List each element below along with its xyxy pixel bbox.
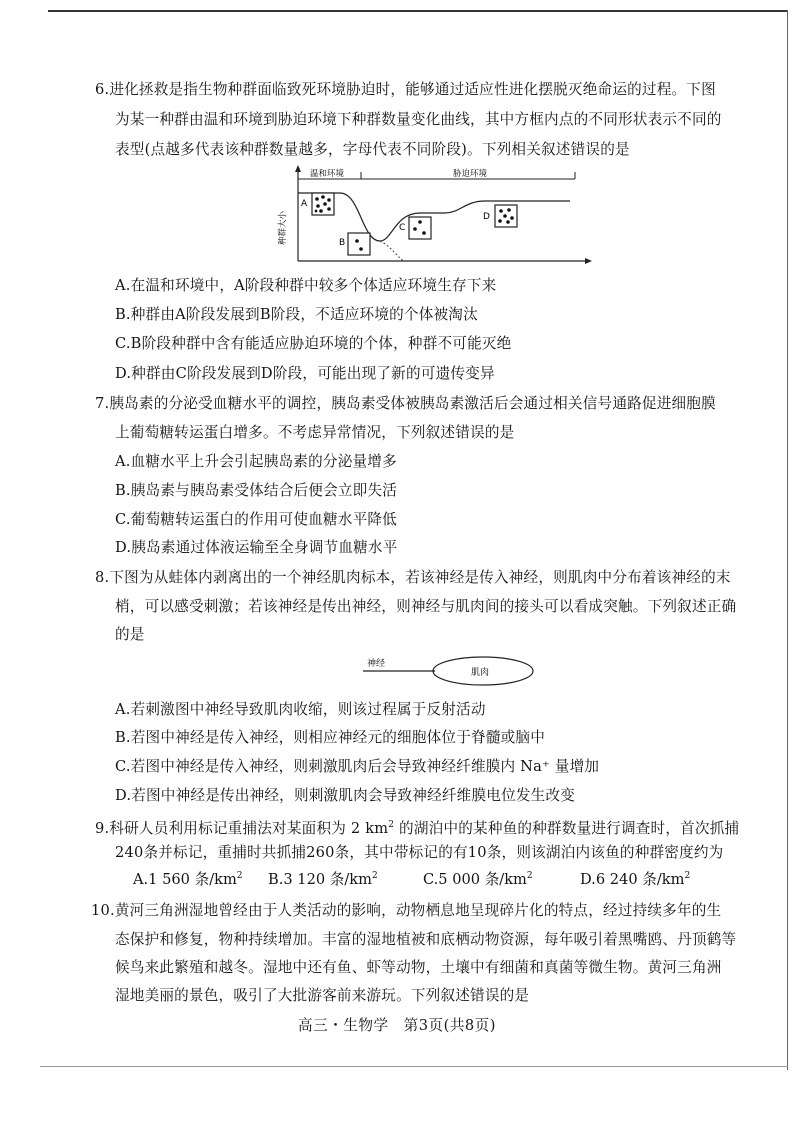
q9-stem-line-1-post: 的湖泊中的某种鱼的种群数量进行调查时，首次抓捕 (394, 820, 740, 837)
q9-option-a (133, 868, 243, 889)
q6-population-curve-figure (270, 163, 600, 268)
q8-stem-line-3: 的是 (115, 626, 145, 643)
q8-option-b: B.若图中神经是传入神经，则相应神经元的细胞体位于脊髓或脑中 (115, 729, 545, 746)
q9-option-c-sup: 2 (526, 871, 533, 881)
q6-stem-line-3: 表型(点越多代表该种群数量越多，字母代表不同阶段)。下列相关叙述错误的是 (115, 141, 630, 158)
q6-y-axis-label: 种群大小 (278, 210, 288, 245)
q8-stem-line-2: 梢，可以感受刺激；若该神经是传出神经，则神经与肌肉间的接头可以看成突触。下列叙述正确 (115, 598, 737, 615)
page-right-border (787, 10, 788, 1070)
q9-option-a-sup: 2 (236, 871, 243, 881)
q6-stem-line-2: 为某一种群由温和环境到胁迫环境下种群数量变化曲线，其中方框内点的不同形状表示不同的 (115, 111, 722, 128)
q6-stage-b-label: B (339, 238, 346, 248)
q9-option-d (580, 868, 690, 889)
q7-option-b: B.胰岛素与胰岛素受体结合后便会立即失活 (115, 482, 398, 499)
q8-option-a: A.若刺激图中神经导致肌肉收缩，则该过程属于反射活动 (115, 701, 486, 718)
q8-option-d: D.若图中神经是传出神经，则刺激肌肉会导致神经纤维膜电位发生改变 (115, 787, 576, 804)
q6-option-b: B.种群由A阶段发展到B阶段，不适应环境的个体被淘汰 (115, 306, 478, 323)
q6-option-a: A.在温和环境中，A阶段种群中较多个体适应环境生存下来 (115, 277, 497, 294)
q9-option-a-text: A.1 560 条/km (133, 871, 237, 888)
page-top-border (48, 10, 788, 12)
q9-stem-line-1-pre: 9.科研人员利用标记重捕法对某面积为 2 km (95, 820, 389, 837)
q6-region-mild-label: 温和环境 (310, 169, 345, 179)
q9-option-c-text: C.5 000 条/km (423, 871, 527, 888)
q10-stem-line-3: 候鸟来此繁殖和越冬。湿地中还有鱼、虾等动物，土壤中有细菌和真菌等微生物。黄河三角洲 (115, 959, 722, 976)
q9-stem-line-2: 240条并标记，重捕时共抓捕260条，其中带标记的有10条，则该湖泊内该鱼的种群密度约为 (115, 844, 724, 861)
q7-option-c: C.葡萄糖转运蛋白的作用可使血糖水平降低 (115, 511, 397, 528)
page-footer: 高三・生物学 第3页(共8页) (298, 1017, 496, 1034)
q9-option-d-sup: 2 (684, 871, 691, 881)
q6-region-stress-label: 胁迫环境 (453, 169, 488, 179)
page-bottom-border (40, 1066, 788, 1067)
q9-option-b (268, 868, 378, 889)
q9-option-c (423, 868, 533, 889)
q8-option-c: C.若图中神经是传入神经，则刺激肌肉后会导致神经纤维膜内 Na⁺ 量增加 (115, 758, 600, 775)
q7-option-a: A.血糖水平上升会引起胰岛素的分泌量增多 (115, 453, 397, 470)
q9-option-b-text: B.3 120 条/km (268, 871, 372, 888)
q9-stem-line-1 (95, 815, 739, 839)
q8-nerve-muscle-figure (355, 650, 555, 692)
q9-option-b-sup: 2 (371, 871, 378, 881)
q6-stage-c-label: C (399, 223, 406, 233)
q9-option-d-text: D.6 240 条/km (580, 871, 685, 888)
q10-stem-line-4: 湿地美丽的景色，吸引了大批游客前来游玩。下列叙述错误的是 (115, 987, 530, 1004)
q6-stem-line-1: 6.进化拯救是指生物种群面临致死环境胁迫时，能够通过适应性进化摆脱灭绝命运的过程。下图 (95, 81, 716, 98)
q6-stage-d-label: D (483, 212, 490, 222)
q8-nerve-label: 神经 (367, 659, 386, 669)
q8-muscle-label: 肌肉 (471, 668, 490, 678)
q6-option-d: D.种群由C阶段发展到D阶段，可能出现了新的可遗传变异 (115, 365, 495, 382)
q6-option-c: C.B阶段种群中含有能适应胁迫环境的个体，种群不可能灭绝 (115, 335, 512, 352)
q7-option-d: D.胰岛素通过体液运输至全身调节血糖水平 (115, 539, 398, 556)
q9-stem-line-1-sup: 2 (388, 820, 395, 830)
q8-stem-line-1: 8.下图为从蛙体内剥离出的一个神经肌肉标本，若该神经是传入神经，则肌肉中分布着该神经的末 (95, 569, 731, 586)
q10-stem-line-2: 态保护和修复，物种持续增加。丰富的湿地植被和底栖动物资源，每年吸引着黑嘴鸥、丹顶鹤等 (115, 931, 737, 948)
q10-stem-line-1: 10.黄河三角洲湿地曾经由于人类活动的影响，动物栖息地呈现碎片化的特点，经过持续多年的生 (91, 902, 722, 919)
q7-stem-line-1: 7.胰岛素的分泌受血糖水平的调控，胰岛素受体被胰岛素激活后会通过相关信号通路促进细胞膜 (95, 395, 716, 412)
q7-stem-line-2: 上葡萄糖转运蛋白增多。不考虑异常情况，下列叙述错误的是 (115, 424, 515, 441)
q6-stage-a-label: A (301, 199, 308, 209)
